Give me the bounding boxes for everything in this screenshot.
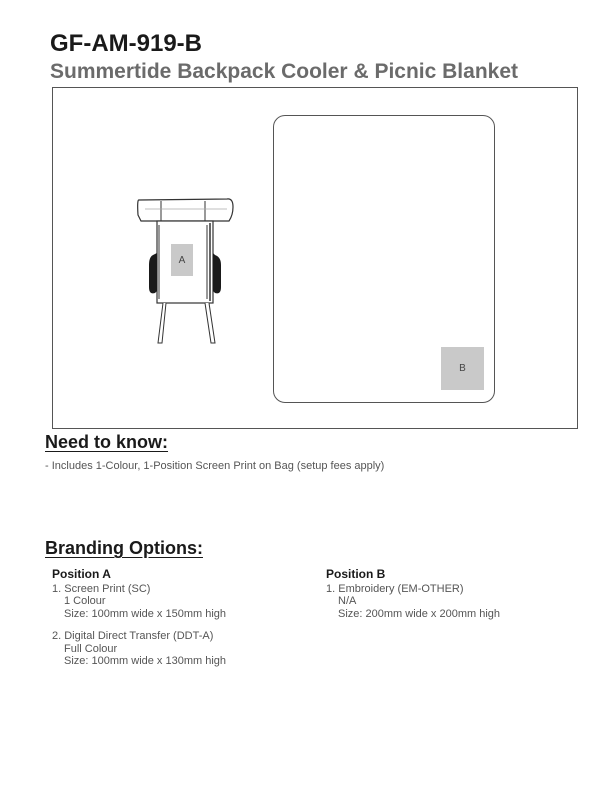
position-b-options [326, 568, 500, 620]
option-size: Size: 100mm wide x 150mm high [64, 607, 227, 620]
position-b-zone [441, 347, 484, 390]
position-a-heading: Position A [52, 567, 111, 581]
position-b-label: B [459, 363, 466, 374]
option-size: Size: 200mm wide x 200mm high [338, 607, 501, 620]
option-size: Size: 100mm wide x 130mm high [64, 655, 227, 667]
option-method: 1. Embroidery (EM-OTHER) [326, 582, 464, 595]
option-colour: 1 Colour [64, 595, 106, 607]
option-colour: Full Colour [64, 642, 118, 655]
need-to-know-heading: Need to know: [45, 432, 169, 452]
branding-options-heading: Branding Options: [45, 538, 203, 558]
product-code: GF-AM-919-B [50, 30, 203, 57]
option-method: 2. Digital Direct Transfer (DDT-A) [52, 630, 214, 642]
position-b-heading: Position B [326, 567, 386, 581]
position-a-options [52, 568, 226, 668]
need-to-know-note: - Includes 1-Colour, 1-Position Screen Print on Bag (setup fees apply) [45, 460, 385, 472]
option-colour: N/A [338, 595, 357, 607]
product-diagram [52, 87, 578, 429]
position-a-zone [171, 244, 193, 276]
picnic-blanket-outline [273, 115, 495, 403]
position-a-label: A [178, 254, 186, 266]
product-name: Summertide Backpack Cooler & Picnic Blanket [50, 60, 518, 83]
option-method: 1. Screen Print (SC) [52, 582, 151, 595]
